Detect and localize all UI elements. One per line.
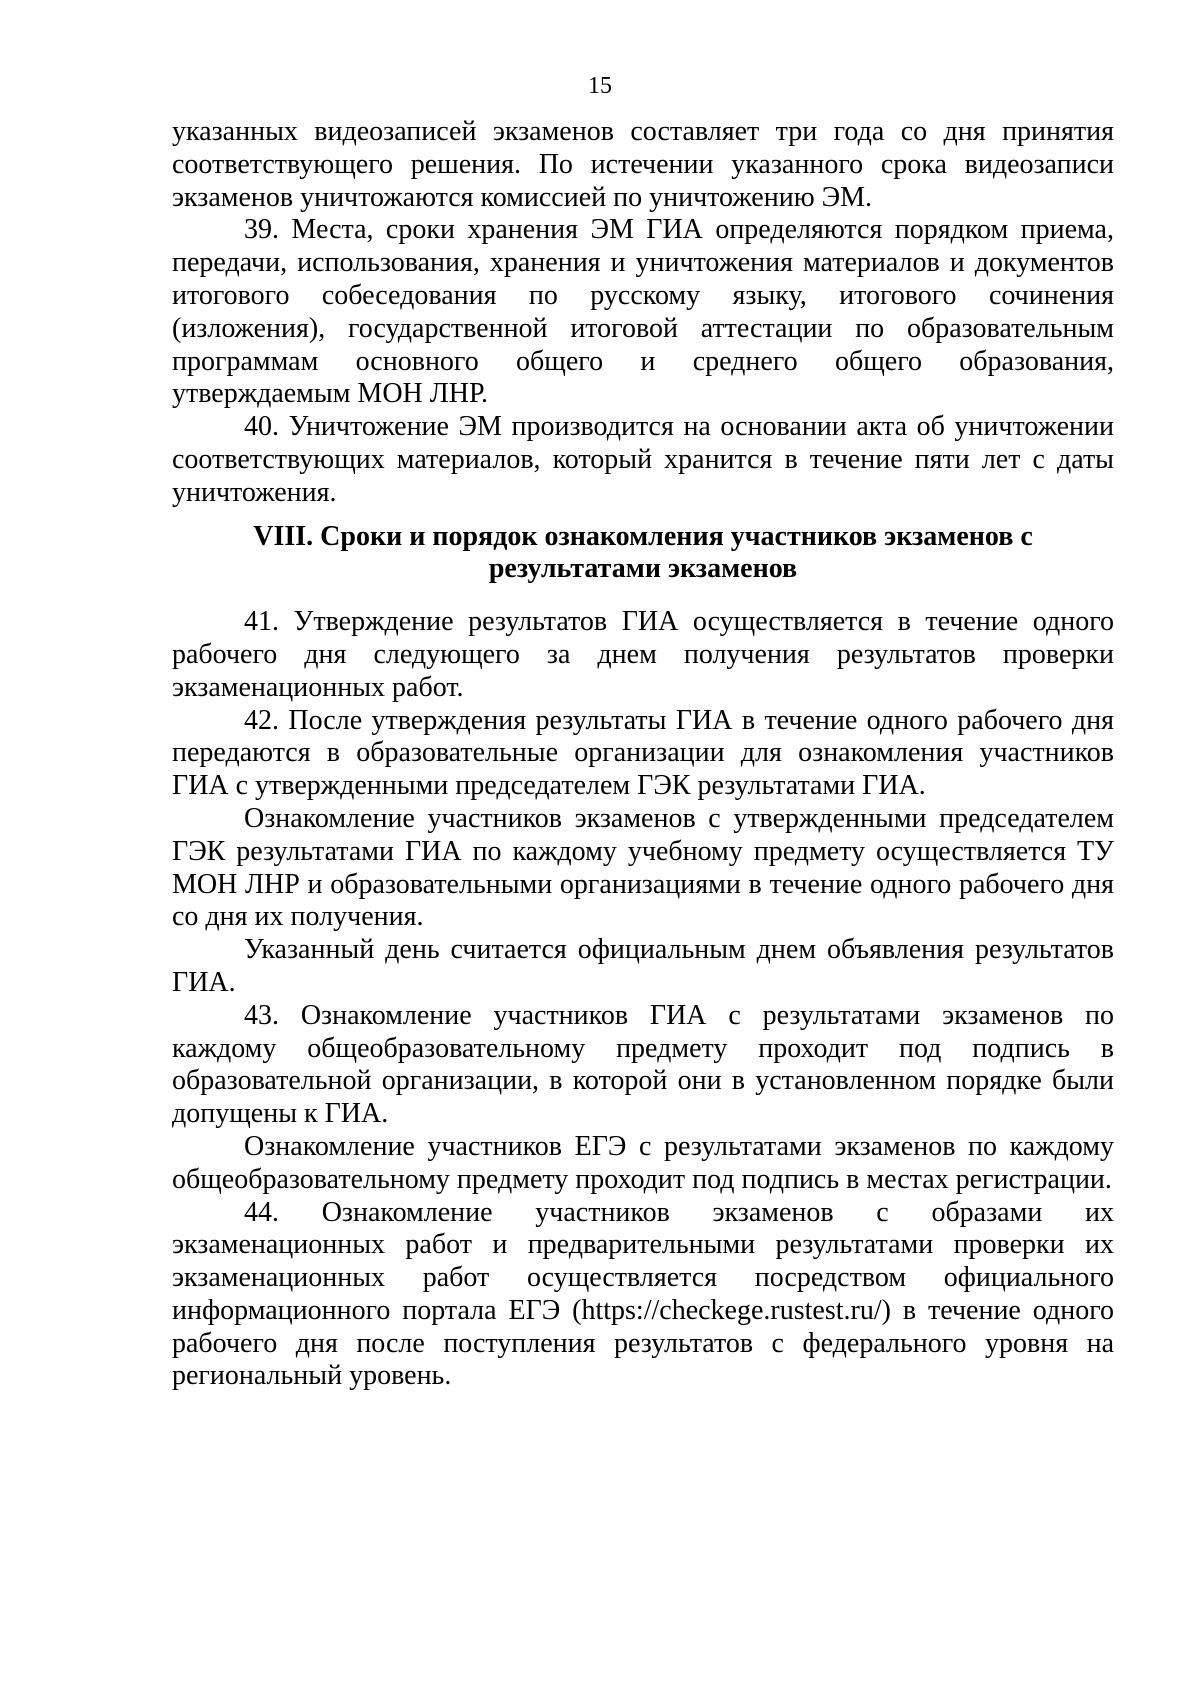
page-number: 15 [588, 73, 612, 99]
paragraph-40: 40. Уничтожение ЭМ производится на основании акта об уничтожении соответствующих материалов, который хранится в течение пяти лет с даты уничтожения. [172, 411, 1114, 508]
paragraph-42-announcement-day: Указанный день считается официальным днем объявления результатов ГИА. [172, 934, 1114, 998]
paragraph-42: 42. После утверждения результаты ГИА в течение одного рабочего дня передаются в образовательные организации для ознакомления участников ГИА с утвержденными председателем ГЭК результатами ГИА. [172, 704, 1114, 802]
section-heading: VIII. Сроки и порядок ознакомления участников экзаменов с результатами экзаменов [253, 520, 1033, 585]
paragraph-41: 41. Утверждение результатов ГИА осуществляется в течение одного рабочего дня следующего за днем получения результатов проверки экзаменационных работ. [172, 606, 1114, 703]
paragraph-43-ege: Ознакомление участников ЕГЭ с результатами экзаменов по каждому общеобразовательному предмету проходит под подпись в местах регистрации. [172, 1130, 1114, 1195]
paragraph-44: 44. Ознакомление участников экзаменов с образами их экзаменационных работ и предварительными результатами проверки их экзаменационных работ осуществляется посредством официального информационного портала ЕГЭ (https://checkege.rustest.ru/) в течение одного рабочего дня после поступления результатов с федерального уровня на региональный уровень. [172, 1196, 1114, 1392]
paragraph-43: 43. Ознакомление участников ГИА с результатами экзаменов по каждому общеобразовательному предмету проходит под подпись в образовательной организации, в которой они в установленном порядке были допущены к ГИА. [172, 999, 1114, 1130]
document-body [172, 116, 1114, 1393]
paragraph-continuation: указанных видеозаписей экзаменов составляет три года со дня принятия соответствующего решения. По истечении указанного срока видеозаписи экзаменов уничтожаются комиссией по уничтожению ЭМ. [172, 116, 1114, 213]
paragraph-42-familiarization: Ознакомление участников экзаменов с утвержденными председателем ГЭК результатами ГИА по каждому учебному предмету осуществляется ТУ МОН ЛНР и образовательными организациями в течение одного рабочего дня со дня их получения. [172, 802, 1114, 933]
paragraph-39: 39. Места, сроки хранения ЭМ ГИА определяются порядком приема, передачи, использования, хранения и уничтожения материалов и документов итогового собеседования по русскому языку, итогового сочинения (изложения), государственной итоговой аттестации по образовательным программам основного общего и среднего общего образования, утверждаемым МОН ЛНР. [172, 214, 1114, 410]
